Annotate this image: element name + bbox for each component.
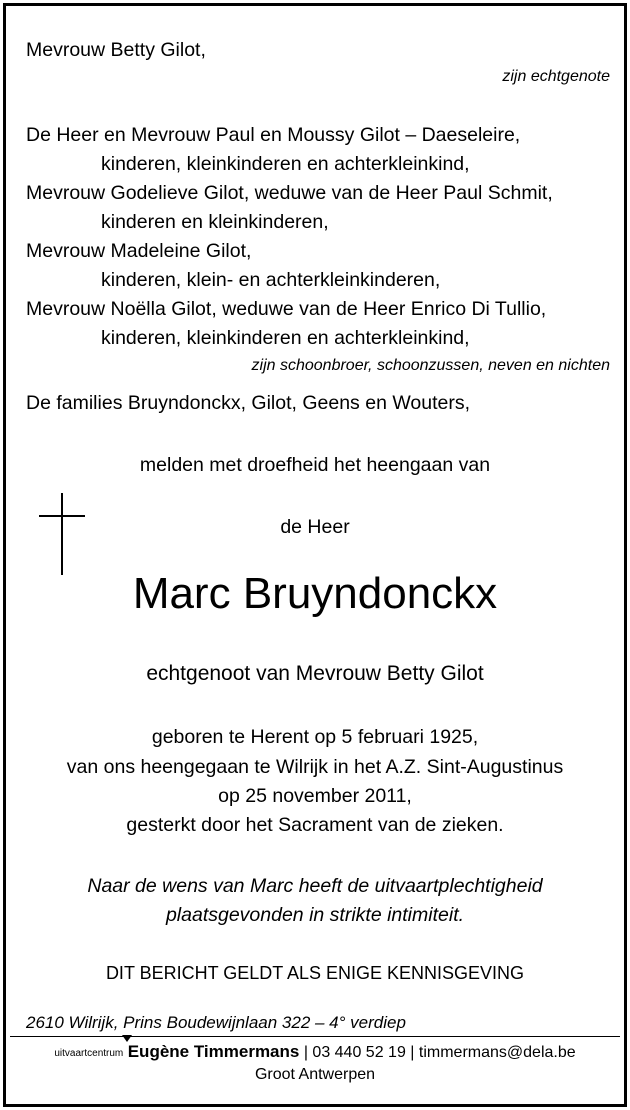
- detail-line-3: op 25 november 2011,: [218, 785, 412, 807]
- notice: DIT BERICHT GELDT ALS ENIGE KENNISGEVING: [105, 963, 525, 983]
- wish-line-1: Naar de wens van Marc heeft de uitvaartplechtigheid: [87, 875, 543, 897]
- family-line-1: De Heer en Mevrouw Paul en Moussy Gilot – Daeseleire,: [26, 124, 521, 146]
- brand-mark-icon: [122, 1035, 132, 1042]
- footer-phone: | 03 440 52 19 |: [303, 1044, 415, 1061]
- family-line-7: Mevrouw Noëlla Gilot, weduwe van de Heer Enrico Di Tullio,: [26, 298, 547, 320]
- deceased-name: Marc Bruyndonckx: [132, 569, 498, 618]
- families-line: De families Bruyndonckx, Gilot, Geens en Wouters,: [26, 392, 470, 414]
- deceased-title: de Heer: [280, 516, 350, 538]
- footer-brand: [128, 1042, 300, 1061]
- detail-line-2: van ons heengegaan te Wilrijk in het A.Z. Sint-Augustinus: [66, 756, 564, 778]
- wish-line-2: plaatsgevonden in strikte intimiteit.: [165, 904, 465, 926]
- family-role: zijn schoonbroer, schoonzussen, neven en nichten: [251, 357, 610, 374]
- address: 2610 Wilrijk, Prins Boudewijnlaan 322 – 4° verdiep: [26, 1013, 406, 1032]
- family-line-3: Mevrouw Godelieve Gilot, weduwe van de Heer Paul Schmit,: [26, 182, 553, 204]
- family-line-8: kinderen, kleinkinderen en achterkleinkind,: [101, 327, 470, 349]
- footer-email[interactable]: timmermans@dela.be: [418, 1044, 576, 1061]
- footer-region: Groot Antwerpen: [254, 1066, 376, 1083]
- footer-prefix: uitvaartcentrum: [54, 1048, 124, 1059]
- detail-line-1: geboren te Herent op 5 februari 1925,: [151, 726, 479, 748]
- footer-company: [6, 1041, 624, 1065]
- spouse-role: zijn echtgenote: [502, 68, 610, 85]
- family-line-2: kinderen, kleinkinderen en achterkleinkind,: [101, 153, 470, 175]
- family-line-4: kinderen en kleinkinderen,: [101, 211, 329, 233]
- family-line-5: Mevrouw Madeleine Gilot,: [26, 240, 252, 262]
- footer-divider: [10, 1036, 620, 1037]
- spouse-name: Mevrouw Betty Gilot,: [26, 39, 206, 61]
- family-line-6: kinderen, klein- en achterkleinkinderen,: [101, 269, 441, 291]
- obituary-card: [3, 3, 627, 1107]
- spouse-of: echtgenoot van Mevrouw Betty Gilot: [146, 662, 484, 685]
- footer-brand-text: Eugène Timmermans: [127, 1042, 300, 1061]
- announcement: melden met droefheid het heengaan van: [139, 454, 491, 476]
- detail-line-4: gesterkt door het Sacrament van de zieken.: [126, 814, 504, 836]
